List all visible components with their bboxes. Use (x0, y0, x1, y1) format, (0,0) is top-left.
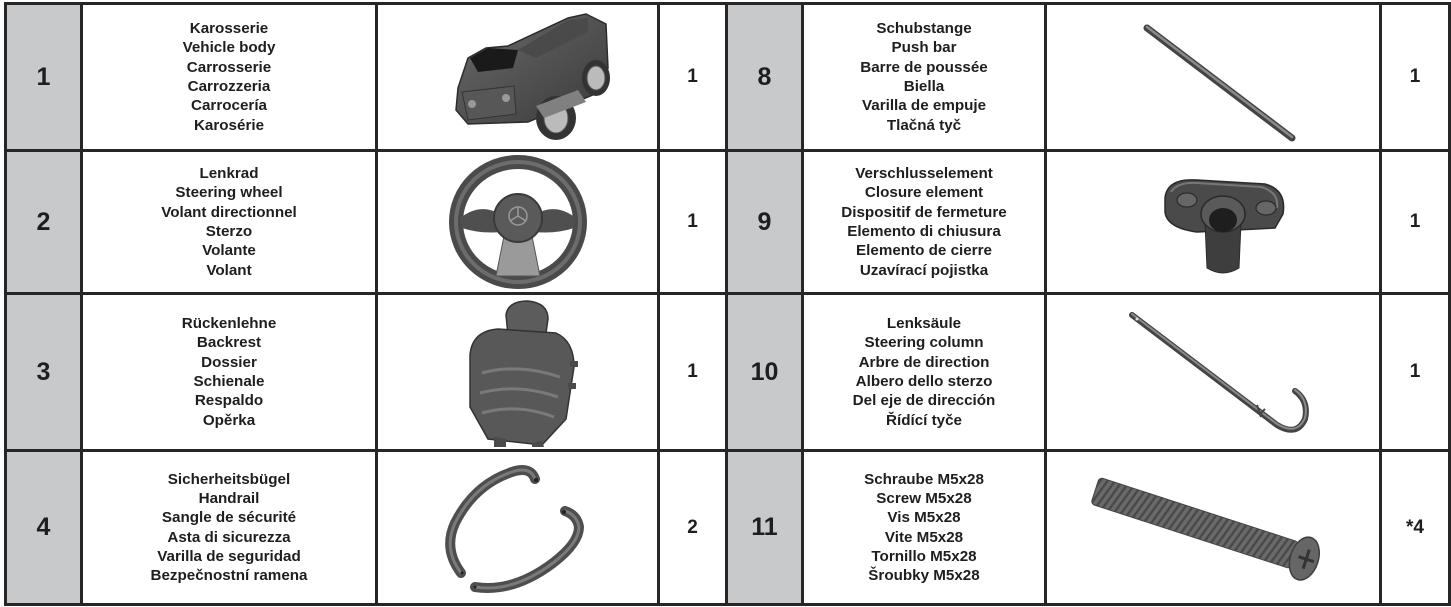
parts-row (6, 151, 1450, 294)
part-name-es: Respaldo (194, 392, 264, 410)
part-name-es: Volante (202, 242, 256, 260)
part-name (82, 151, 377, 294)
part-name (82, 4, 377, 151)
part-name-it: Asta di sicurezza (167, 528, 291, 546)
part-quantity: 1 (1381, 151, 1450, 294)
vehicle-body-icon (418, 6, 618, 148)
part-name-cs: Volant (206, 261, 252, 279)
part-name-es: Varilla de empuje (861, 97, 987, 115)
part-name-fr: Barre de poussée (860, 58, 988, 76)
part-number: 9 (727, 151, 803, 294)
part-quantity: 1 (1381, 4, 1450, 151)
part-number: 1 (6, 4, 82, 151)
part-image (1046, 451, 1381, 605)
part-number: 8 (727, 4, 803, 151)
part-name-cs: Šroubky M5x28 (868, 567, 980, 585)
part-name-en: Push bar (891, 39, 957, 57)
part-name-cs: Uzavírací pojistka (859, 261, 989, 279)
part-quantity: 1 (1381, 294, 1450, 451)
part-name (82, 451, 377, 605)
part-name-it: Vite M5x28 (884, 528, 964, 546)
part-name-cs: Opěrka (202, 411, 256, 429)
part-name-es: Del eje de dirección (852, 392, 996, 410)
part-name (803, 451, 1046, 605)
part-name-fr: Arbre de direction (858, 353, 990, 371)
part-name-de: Rückenlehne (181, 315, 277, 333)
part-name-fr: Dossier (201, 353, 257, 371)
steering-column-icon (1047, 297, 1382, 447)
part-name-en: Steering column (864, 334, 984, 352)
push-bar-icon (1047, 6, 1382, 148)
part-name-cs: Tlačná tyč (886, 116, 962, 134)
part-name-de: Lenksäule (886, 315, 962, 333)
part-name-cs: Bezpečnostní ramena (150, 567, 308, 585)
screw-icon (1047, 453, 1382, 603)
part-name-cs: Řídící tyče (886, 411, 962, 429)
part-image (1046, 151, 1381, 294)
part-image (377, 4, 659, 151)
part-name-de: Sicherheitsbügel (167, 470, 291, 488)
part-image (377, 151, 659, 294)
part-name-de: Lenkrad (199, 165, 259, 183)
steering-wheel-icon (448, 152, 588, 292)
part-quantity: 1 (659, 294, 727, 451)
part-name-en: Steering wheel (175, 184, 283, 202)
part-number: 2 (6, 151, 82, 294)
part-name-de: Schraube M5x28 (864, 470, 984, 488)
part-quantity: 1 (659, 4, 727, 151)
part-name-it: Elemento di chiusura (847, 223, 1001, 240)
part-quantity: 1 (659, 151, 727, 294)
part-name-fr: Carrosserie (186, 58, 272, 76)
part-name-en: Handrail (198, 489, 260, 507)
part-number: 11 (727, 451, 803, 605)
closure-element-icon (1047, 152, 1382, 292)
parts-row (6, 294, 1450, 451)
part-name (803, 294, 1046, 451)
part-name (803, 4, 1046, 151)
part-name-it: Carrozzeria (187, 78, 271, 95)
part-quantity: 2 (659, 451, 727, 605)
part-name-de: Karosserie (189, 20, 269, 38)
part-image (1046, 294, 1381, 451)
part-name-es: Tornillo M5x28 (871, 547, 977, 565)
part-name-fr: Dispositif de fermeture (841, 203, 1007, 221)
backrest-icon (448, 297, 588, 447)
part-image (377, 294, 659, 451)
part-number: 10 (727, 294, 803, 451)
part-name-fr: Vis M5x28 (887, 509, 961, 527)
part-name-fr: Volant directionnel (161, 203, 297, 221)
part-name-es: Elemento de cierre (856, 242, 992, 260)
part-name-en: Vehicle body (182, 39, 276, 57)
part-name-it: Sterzo (205, 223, 253, 240)
part-image (1046, 4, 1381, 151)
part-name-it: Albero dello sterzo (855, 373, 993, 390)
parts-list-table (4, 2, 1451, 606)
part-name-it: Biella (903, 78, 945, 95)
part-name (82, 294, 377, 451)
part-name-de: Verschlusselement (855, 165, 993, 183)
part-name-es: Varilla de seguridad (157, 547, 301, 565)
part-quantity: *4 (1381, 451, 1450, 605)
part-name-en: Backrest (196, 334, 262, 352)
part-name-fr: Sangle de sécurité (161, 509, 297, 527)
part-name-en: Screw M5x28 (876, 489, 972, 507)
part-name-it: Schienale (193, 373, 265, 390)
part-number: 4 (6, 451, 82, 605)
part-image (377, 451, 659, 605)
part-name-en: Closure element (864, 184, 984, 202)
handrail-icon (433, 453, 603, 603)
parts-row (6, 4, 1450, 151)
part-name-es: Carrocería (191, 97, 267, 115)
parts-row (6, 451, 1450, 605)
part-name-de: Schubstange (876, 20, 972, 38)
part-name-cs: Karosérie (193, 116, 265, 134)
part-name (803, 151, 1046, 294)
part-number: 3 (6, 294, 82, 451)
